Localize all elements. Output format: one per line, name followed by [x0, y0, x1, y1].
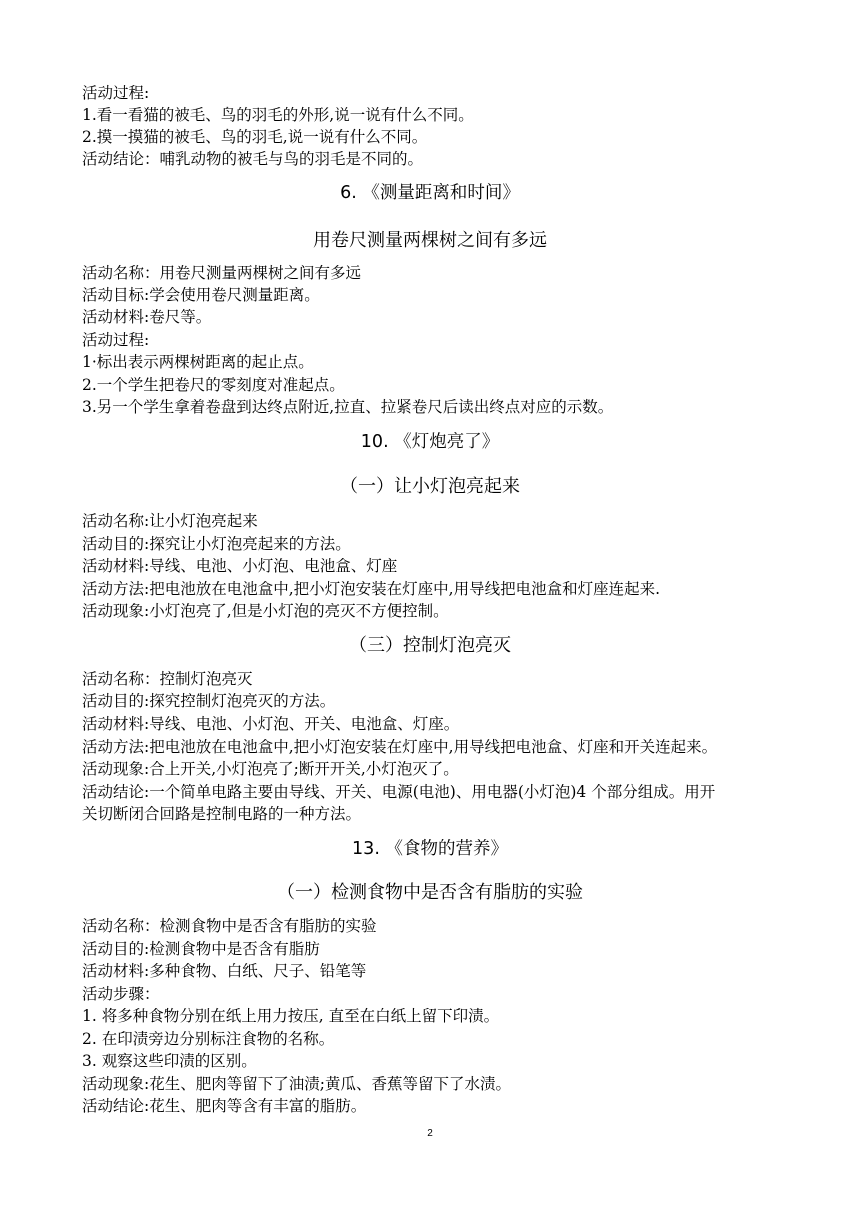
activity-conclusion: 活动结论:一个简单电路主要由导线、开关、电源(电池)、用电器(小灯泡)4 个部分组成。用开 [82, 783, 716, 801]
activity-name: 活动名称：用卷尺测量两棵树之间有多远 [82, 264, 362, 282]
activity-phenomenon: 活动现象:花生、肥肉等留下了油渍;黄瓜、香蕉等留下了水渍。 [82, 1075, 511, 1093]
activity-materials: 活动材料:多种食物、白纸、尺子、铅笔等 [82, 962, 367, 980]
process-step: 1·标出表示两棵树距离的起止点。 [82, 353, 314, 371]
steps-label: 活动步骤： [82, 985, 160, 1003]
activity-subheading: 用卷尺测量两棵树之间有多远 [313, 230, 547, 251]
activity-goal: 活动目标:学会使用卷尺测量距离。 [82, 286, 320, 304]
activity-subheading: （一）检测食物中是否含有脂肪的实验 [277, 882, 583, 903]
activity-conclusion: 关切断闭合回路是控制电路的一种方法。 [82, 805, 362, 823]
section-heading: 10. 《灯炮亮了》 [360, 432, 500, 452]
process-step: 2.一个学生把卷尺的零刻度对准起点。 [82, 376, 345, 394]
activity-purpose: 活动目的:检测食物中是否含有脂肪 [82, 940, 320, 958]
process-step: 1.看一看猫的被毛、鸟的羽毛的外形,说一说有什么不同。 [82, 106, 474, 124]
activity-subheading: （三）控制灯泡亮灭 [349, 635, 511, 656]
activity-materials: 活动材料:导线、电池、小灯泡、电池盒、灯座 [82, 557, 398, 575]
activity-materials: 活动材料:导线、电池、小灯泡、开关、电池盒、灯座。 [82, 715, 460, 733]
activity-purpose: 活动目的:探究让小灯泡亮起来的方法。 [82, 535, 351, 553]
activity-name: 活动名称:让小灯泡亮起来 [82, 512, 258, 530]
process-label: 活动过程: [82, 331, 150, 349]
process-label: 活动过程: [82, 84, 150, 102]
activity-subheading: （一）让小灯泡亮起来 [340, 476, 520, 497]
activity-name: 活动名称：控制灯泡亮灭 [82, 670, 253, 688]
activity-materials: 活动材料:卷尺等。 [82, 308, 212, 326]
process-step: 1. 将多种食物分别在纸上用力按压, 直至在白纸上留下印渍。 [82, 1007, 500, 1025]
activity-conclusion: 活动结论：哺乳动物的被毛与鸟的羽毛是不同的。 [82, 150, 424, 168]
activity-method: 活动方法:把电池放在电池盒中,把小灯泡安装在灯座中,用导线把电池盒和灯座连起来. [82, 580, 661, 598]
activity-phenomenon: 活动现象:合上开关,小灯泡亮了;断开开关,小灯泡灭了。 [82, 760, 459, 778]
activity-name: 活动名称：检测食物中是否含有脂肪的实验 [82, 917, 377, 935]
activity-conclusion: 活动结论:花生、肥肉等含有丰富的脂肪。 [82, 1097, 367, 1115]
activity-method: 活动方法:把电池放在电池盒中,把小灯泡安装在灯座中,用导线把电池盒、灯座和开关连起来。 [82, 738, 718, 756]
activity-purpose: 活动目的:探究控制灯泡亮灭的方法。 [82, 692, 336, 710]
section-heading: 6. 《测量距离和时间》 [340, 183, 520, 203]
activity-phenomenon: 活动现象:小灯泡亮了,但是小灯泡的亮灭不方便控制。 [82, 602, 449, 620]
process-step: 2. 在印渍旁边分别标注食物的名称。 [82, 1030, 335, 1048]
process-step: 2.摸一摸猫的被毛、鸟的羽毛,说一说有什么不同。 [82, 128, 428, 146]
process-step: 3.另一个学生拿着卷盘到达终点附近,拉直、拉紧卷尺后读出终点对应的示数。 [82, 398, 614, 416]
section-heading: 13. 《食物的营养》 [352, 839, 508, 859]
process-step: 3. 观察这些印渍的区别。 [82, 1052, 257, 1070]
page-number: 2 [427, 1128, 433, 1139]
